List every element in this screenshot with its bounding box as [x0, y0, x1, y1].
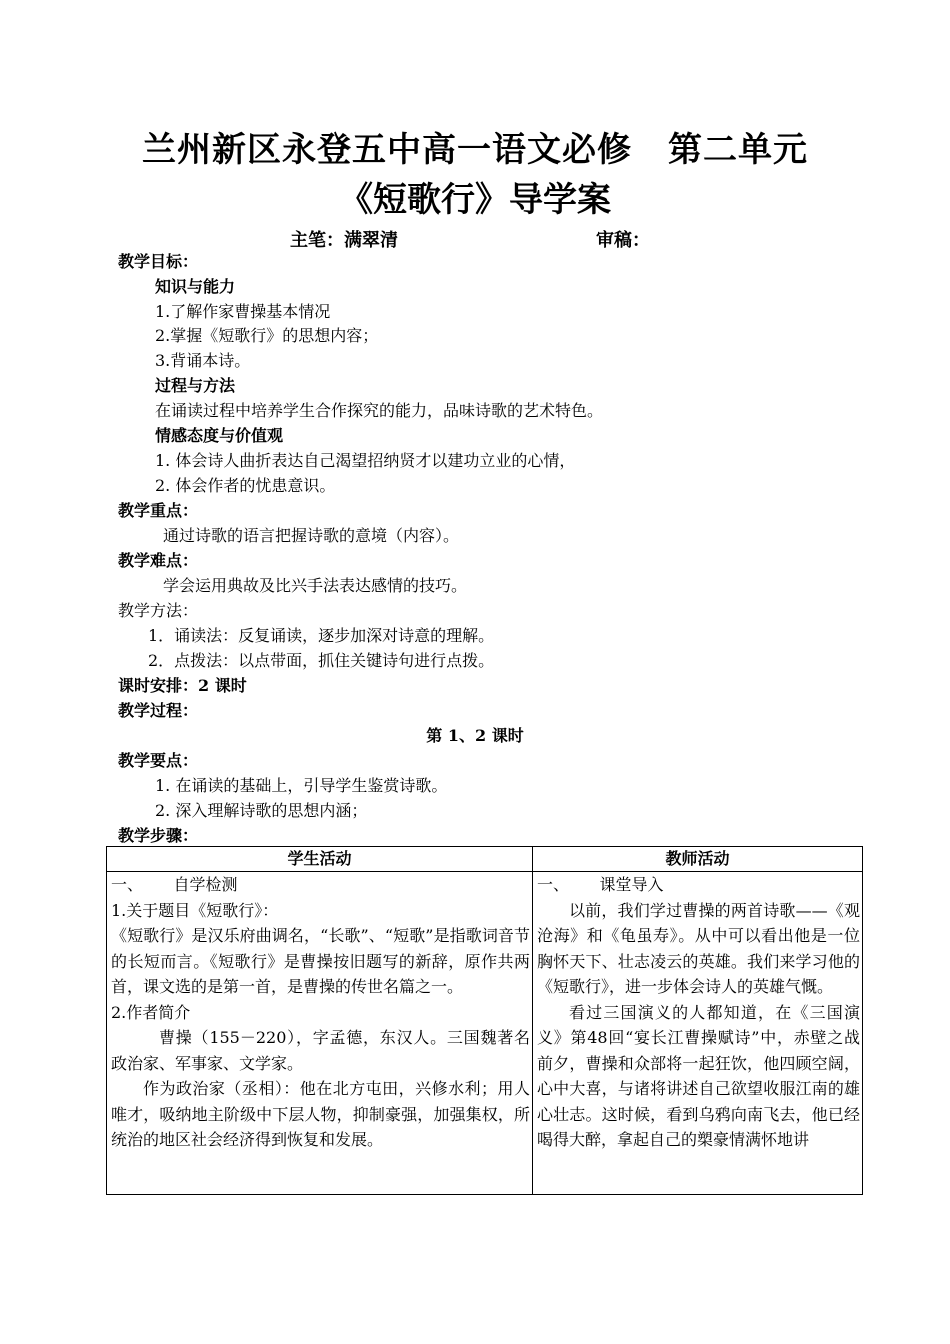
- steps-heading: 教学步骤：: [118, 826, 199, 845]
- col-student-header: 学生活动: [107, 847, 533, 872]
- student-paragraph: 作为政治家（丞相）：他在北方屯田，兴修水利；用人唯才，吸纳地主阶级中下层人物，抑制豪强，加强集权，所统治的地区社会经济得到恢复和发展。: [111, 1079, 530, 1149]
- student-section-title: 一、 自学检测: [111, 875, 238, 894]
- objectives-heading: 教学目标：: [118, 252, 199, 271]
- lesson-title: 第 1、2 课时: [426, 726, 524, 745]
- key-point-heading: 教学重点：: [118, 501, 199, 520]
- method-item: 1．诵读法：反复诵读，逐步加深对诗意的理解。: [148, 626, 495, 645]
- activities-table: [106, 846, 863, 1195]
- process-heading: 过程与方法: [155, 376, 236, 395]
- teacher-paragraph: 看过三国演义的人都知道，在《三国演义》第48回“宴长江曹操赋诗”中，赤壁之战前夕，曹操和众部将一起狂饮，他四顾空阔，心中大喜，与诸将讲述自己欲望收服江南的雄心壮志。这时候，看到乌鸦向南飞去，他已经喝得大醉，拿起自己的槊豪情满怀地讲: [537, 1002, 860, 1149]
- key-steps-heading: 教学要点：: [118, 751, 199, 770]
- knowledge-item: 3.背诵本诗。: [155, 351, 251, 370]
- process-text: 在诵读过程中培养学生合作探究的能力，品味诗歌的艺术特色。: [155, 401, 604, 420]
- method-item: 2．点拨法：以点带面，抓住关键诗句进行点拨。: [148, 651, 495, 670]
- student-paragraph: 曹操（155－220），字孟德，东汉人。三国魏著名政治家、军事家、文学家。: [111, 1028, 530, 1073]
- key-step-item: 1. 在诵读的基础上，引导学生鉴赏诗歌。: [155, 776, 448, 795]
- reviewer-label: 审稿：: [596, 230, 650, 251]
- student-paragraph: 《短歌行》是汉乐府曲调名，“长歌”、“短歌”是指歌词音节的长短而言。《短歌行》是曹操按旧题写的新辞，原作共两首，课文选的是第一首，是曹操的传世名篇之一。: [111, 926, 530, 996]
- emotion-item: 1. 体会诗人曲折表达自己渴望招纳贤才以建功立业的心情，: [155, 451, 576, 470]
- knowledge-item: 2.掌握《短歌行》的思想内容；: [155, 326, 379, 345]
- schedule: 课时安排：2 课时: [118, 676, 247, 695]
- title-unit: 第二单元: [668, 130, 808, 170]
- col-teacher-header: 教师活动: [533, 847, 863, 872]
- doc-title-line1: [0, 128, 950, 172]
- process-heading-main: 教学过程：: [118, 701, 199, 720]
- emotion-item: 2. 体会作者的忧患意识。: [155, 476, 336, 495]
- emotion-heading: 情感态度与价值观: [155, 426, 284, 445]
- teacher-section-title: 一、 课堂导入: [537, 875, 664, 894]
- doc-title-line2: 《短歌行》导学案: [339, 180, 611, 220]
- teacher-paragraph: 以前，我们学过曹操的两首诗歌——《观沧海》和《龟虽寿》。从中可以看出他是一位胸怀天下、壮志凌云的英雄。我们来学习他的《短歌行》，进一步体会诗人的英雄气慨。: [537, 900, 860, 996]
- difficulty-heading: 教学难点：: [118, 551, 199, 570]
- key-point-text: 通过诗歌的语言把握诗歌的意境（内容）。: [163, 526, 460, 545]
- table-row: [107, 872, 863, 1195]
- author-label: 主笔：满翠清: [290, 230, 398, 251]
- student-subheading: 2.作者简介: [111, 1002, 191, 1022]
- table-header-row: [107, 847, 863, 872]
- difficulty-text: 学会运用典故及比兴手法表达感情的技巧。: [163, 576, 468, 595]
- title-school-course: 兰州新区永登五中高一语文必修: [142, 130, 632, 170]
- teacher-activity-cell: [533, 872, 863, 1195]
- knowledge-item: 1.了解作家曹操基本情况: [155, 302, 331, 321]
- methods-heading: 教学方法：: [118, 601, 199, 620]
- student-activity-cell: [107, 872, 533, 1195]
- key-step-item: 2. 深入理解诗歌的思想内涵；: [155, 801, 368, 820]
- student-subheading: 1.关于题目《短歌行》：: [111, 900, 279, 920]
- knowledge-heading: 知识与能力: [155, 277, 236, 296]
